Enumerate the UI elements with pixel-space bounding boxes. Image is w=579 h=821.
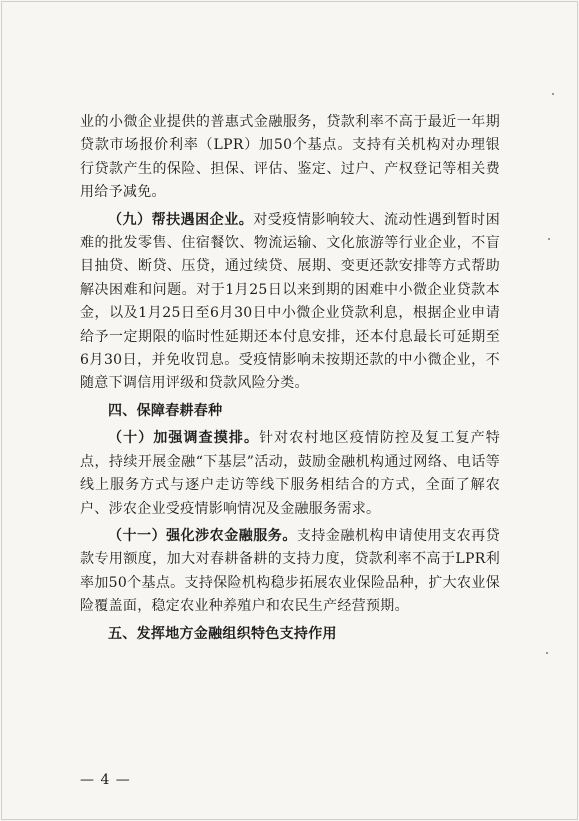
paragraph-item-9 bbox=[80, 209, 500, 396]
section-heading-4: 四、保障春耕春种 bbox=[108, 402, 223, 419]
scan-speck bbox=[548, 238, 550, 240]
item-11-body: 支持金融机构申请使用支农再贷款专用额度，加大对春耕备耕的支持力度，贷款利率不高于LPR利率加50个基点。支持保险机构稳步拓展农业保险品种，扩大农业保险覆盖面，稳定农业种养殖户和农民生产经营预期。 bbox=[80, 527, 501, 615]
paragraph-continued: 业的小微企业提供的普惠式金融服务，贷款利率不高于最近一年期贷款市场报价利率（LPR）加50个基点。支持有关机构对办理银行贷款产生的保险、担保、评估、鉴定、过户、产权登记等相关费用给予减免。 bbox=[80, 114, 500, 201]
item-10-body: 针对农村地区疫情防控及复工复产特点，持续开展金融“下基层”活动，鼓励金融机构通过网络、电话等线上服务方式与逐户走访等线下服务相结合的方式，全面了解农户、涉农企业受疫情影响情况及金融服务需求。 bbox=[80, 430, 500, 517]
item-11-title: （十一）强化涉农金融服务。 bbox=[108, 527, 297, 544]
item-10-title: （十）加强调查摸排。 bbox=[108, 430, 260, 447]
paragraph-item-10 bbox=[80, 427, 500, 521]
item-9-title: （九）帮扶遇困企业。 bbox=[108, 211, 254, 228]
document-body bbox=[80, 111, 500, 646]
item-9-body: 对受疫情影响较大、流动性遇到暂时困难的批发零售、住宿餐饮、物流运输、文化旅游等行业企业，不盲目抽贷、断贷、压贷，通过续贷、展期、变更还款安排等方式帮助解决困难和问题。对于1月25日以来到期的困难中小微企业贷款本金，以及1月25日至6月30日中小微企业贷款利息，根据企业申请给予一定期限的临时性延期还本付息安排，还本付息最长可延期至6月30日，并免收罚息。受疫情影响未按期还款的中小微企业，不随意下调信用评级和贷款风险分类。 bbox=[80, 211, 500, 392]
scan-speck bbox=[546, 652, 548, 654]
paragraph-item-11 bbox=[80, 525, 500, 619]
section-heading-5: 五、发挥地方金融组织特色支持作用 bbox=[108, 625, 337, 642]
page-number: — 4 — bbox=[80, 772, 131, 788]
scan-speck bbox=[552, 93, 554, 95]
